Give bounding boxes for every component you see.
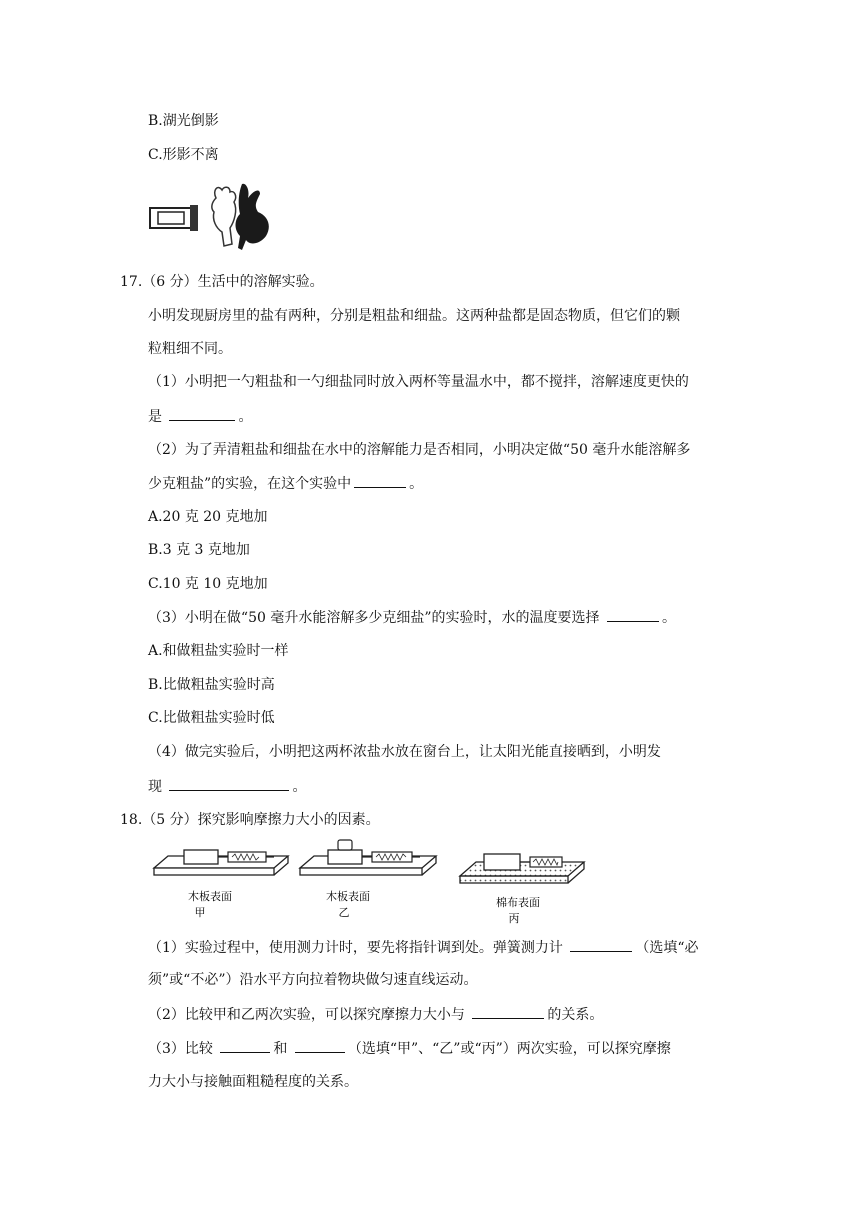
hand-shadow-figure <box>146 180 276 252</box>
q18-p1-line2: 须”或“不必”）沿水平方向拉着物块做匀速直线运动。 <box>148 972 478 988</box>
answer-blank[interactable] <box>472 1004 544 1019</box>
block-icon <box>484 854 520 870</box>
answer-blank[interactable] <box>169 406 235 421</box>
q17-p2-option-b: B.3 克 3 克地加 <box>148 542 250 558</box>
q17-p3-option-b: B.比做粗盐实验时高 <box>148 677 275 693</box>
q17-p3-suffix: 。 <box>661 610 676 626</box>
answer-blank[interactable] <box>354 473 406 488</box>
q18-p1-suffix: （选填“必 <box>635 940 699 956</box>
setup-label-bing: 丙 <box>508 912 520 925</box>
q18-p3-line1 <box>148 1038 671 1059</box>
block-icon <box>184 850 218 864</box>
rabbit-shadow-icon <box>236 184 269 250</box>
setup-label-yi: 乙 <box>338 906 350 919</box>
hand-icon <box>212 187 236 246</box>
surface-label-yi: 木板表面 <box>326 890 370 903</box>
q18-p1-prefix: （1）实验过程中，使用测力计时，要先将指针调到处。弹簧测力计 <box>148 940 563 956</box>
q17-p4-prefix: 现 <box>148 779 162 795</box>
answer-blank[interactable] <box>220 1038 270 1053</box>
q17-p4-suffix: 。 <box>292 779 307 795</box>
flashlight-icon <box>150 205 198 231</box>
q17-p2-suffix: 。 <box>409 476 424 492</box>
answer-blank[interactable] <box>169 776 289 791</box>
setup-jia <box>154 850 288 919</box>
q18-p3-mid: 和 <box>273 1041 288 1057</box>
q17-p2-option-c: C.10 克 10 克地加 <box>148 576 268 592</box>
q16-option-b: B.湖光倒影 <box>148 113 219 129</box>
q16-option-c: C.形影不离 <box>148 147 219 163</box>
q17-p2-prefix: 少克粗盐”的实验，在这个实验中 <box>148 476 352 492</box>
q18-p1-line1 <box>148 937 699 958</box>
surface-label-jia: 木板表面 <box>188 890 232 903</box>
surface-label-bing: 棉布表面 <box>496 896 540 909</box>
setup-bing <box>460 854 584 925</box>
answer-blank[interactable] <box>570 937 632 952</box>
q17-p2-line2 <box>148 473 423 494</box>
q17-p1-suffix: 。 <box>238 409 253 425</box>
q17-p1-line2 <box>148 406 252 427</box>
q17-p3-option-a: A.和做粗盐实验时一样 <box>148 643 289 659</box>
q17-p4-line2 <box>148 776 306 797</box>
q18-p2-line <box>148 1004 603 1025</box>
q18-header: 18.（5 分）探究影响摩擦力大小的因素。 <box>120 812 380 828</box>
answer-blank[interactable] <box>607 607 659 622</box>
block-icon <box>328 850 362 864</box>
q17-intro-line2: 粒粗细不同。 <box>148 341 232 357</box>
q17-intro-line1: 小明发现厨房里的盐有两种，分别是粗盐和细盐。这两种盐都是固态物质，但它们的颗 <box>148 308 680 324</box>
q18-p3-line2: 力大小与接触面粗糙程度的关系。 <box>148 1074 358 1090</box>
q17-p2-line1: （2）为了弄清粗盐和细盐在水中的溶解能力是否相同，小明决定做“50 毫升水能溶解多 <box>148 442 691 458</box>
setup-label-jia: 甲 <box>194 906 206 919</box>
q17-p1-prefix: 是 <box>148 409 162 425</box>
q18-p3-suffix: （选填“甲”、“乙”或“丙”）两次实验，可以探究摩擦 <box>347 1041 671 1057</box>
answer-blank[interactable] <box>295 1038 345 1053</box>
q18-p3-prefix: （3）比较 <box>148 1041 213 1057</box>
weight-icon <box>338 840 352 850</box>
q17-header: 17.（6 分）生活中的溶解实验。 <box>120 274 324 290</box>
q17-p4-line1: （4）做完实验后，小明把这两杯浓盐水放在窗台上，让太阳光能直接晒到，小明发 <box>148 744 661 760</box>
q18-p2-suffix: 的关系。 <box>547 1007 604 1023</box>
q17-p3-option-c: C.比做粗盐实验时低 <box>148 710 275 726</box>
q17-p3-line <box>148 607 676 628</box>
setup-yi <box>300 840 436 919</box>
friction-experiment-figure <box>148 838 588 930</box>
q17-p2-option-a: A.20 克 20 克地加 <box>148 509 268 525</box>
q17-p3-prefix: （3）小明在做“50 毫升水能溶解多少克细盐”的实验时，水的温度要选择 <box>148 610 600 626</box>
q17-p1-line1: （1）小明把一勺粗盐和一勺细盐同时放入两杯等量温水中，都不搅拌，溶解速度更快的 <box>148 374 689 390</box>
q18-p2-prefix: （2）比较甲和乙两次实验，可以探究摩擦力大小与 <box>148 1007 465 1023</box>
